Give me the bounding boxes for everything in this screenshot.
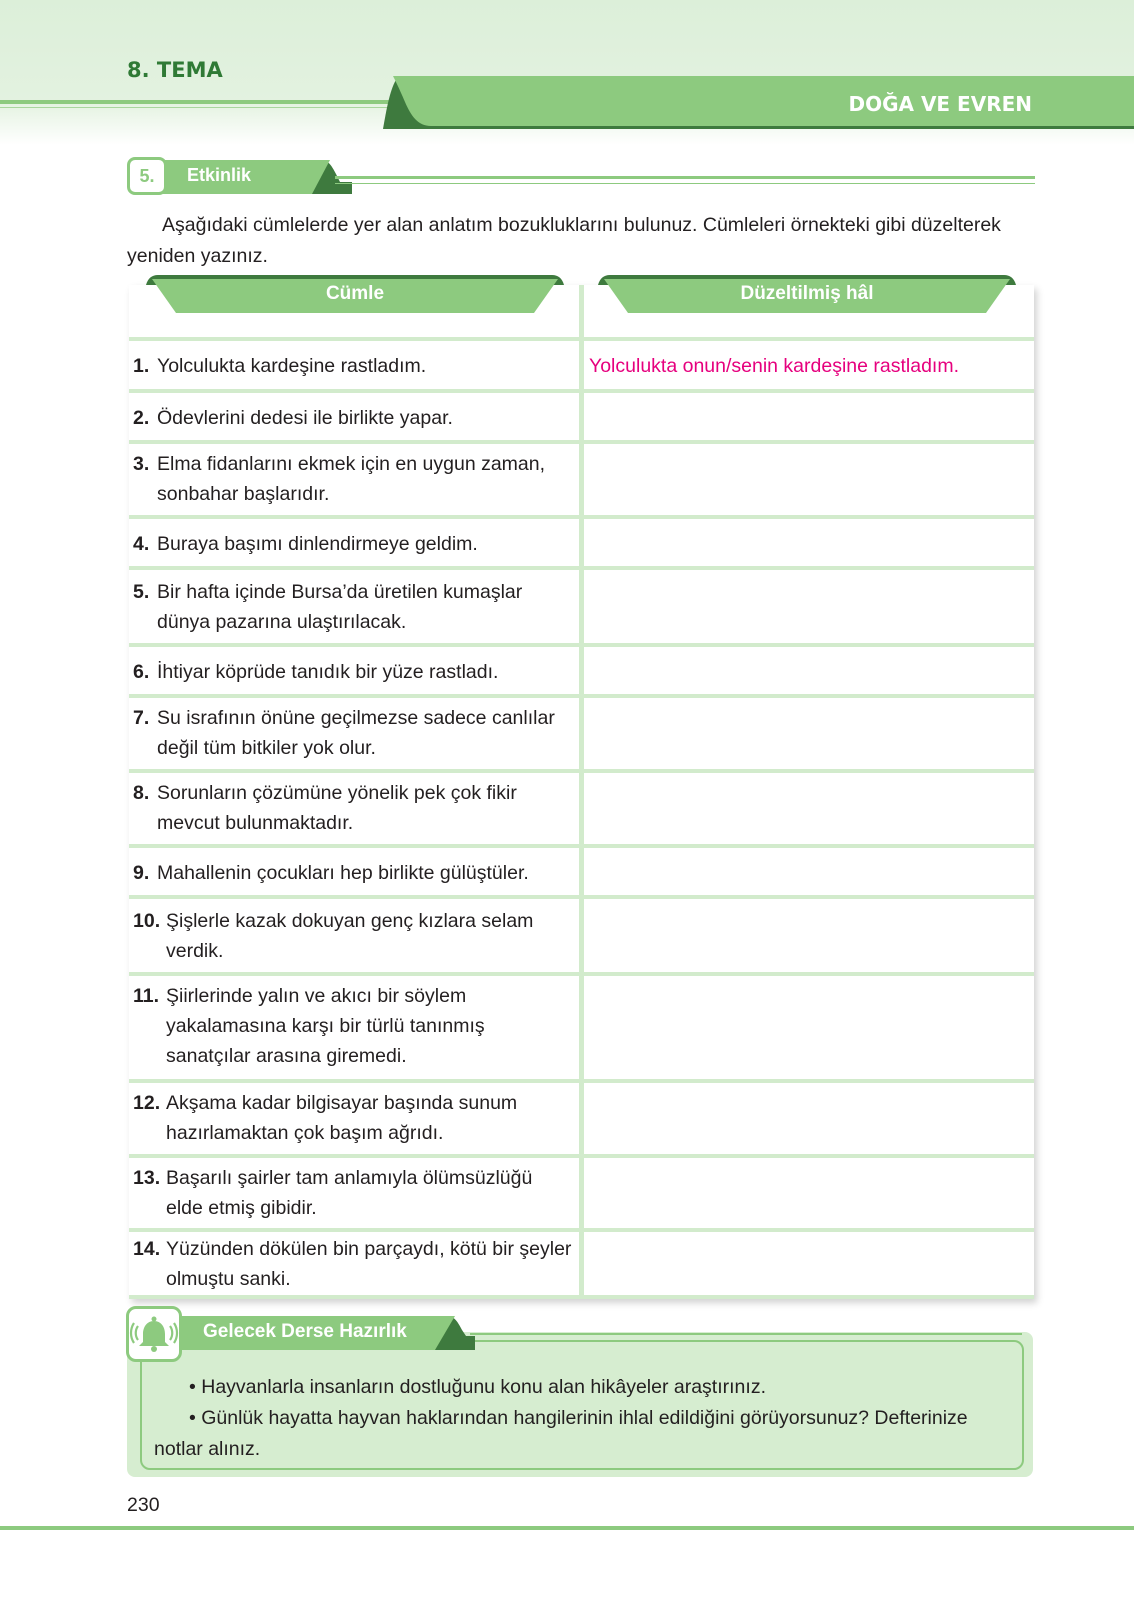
sentence-cell: [133, 570, 573, 637]
tema-label: 8. TEMA: [127, 58, 223, 82]
sentence-text: Buraya başımı dinlendirmeye geldim.: [157, 533, 478, 555]
activity-rule-thin: [335, 183, 1035, 184]
footer-rule: [0, 1526, 1134, 1530]
sentence-text: Akşama kadar bilgisayar başında sunum hazırlamaktan çok başım ağrıdı.: [166, 1092, 518, 1144]
table-row: [129, 515, 1034, 566]
row-number: 14.: [133, 1238, 161, 1260]
sentence-cell: [133, 1232, 573, 1294]
row-number: 4.: [133, 533, 150, 555]
row-number: 8.: [133, 782, 150, 804]
table-row: [129, 844, 1034, 895]
corrected-cell[interactable]: [589, 1232, 1029, 1242]
table-row: [129, 1228, 1034, 1295]
corrected-cell[interactable]: [589, 647, 1029, 657]
sentence-text: Yolculukta kardeşine rastladım.: [157, 355, 427, 377]
row-number: 6.: [133, 661, 150, 683]
tema-underline-thin: [0, 107, 390, 108]
table-row: [129, 895, 1034, 972]
sentence-text: Başarılı şairler tam anlamıyla ölümsüzlüğü elde etmiş gibidir.: [166, 1167, 533, 1219]
next-lesson-item: • Günlük hayatta hayvan haklarından hangilerinin ihlal edildiğini görüyorsunuz? Defterinize notlar alınız.: [154, 1407, 968, 1460]
row-number: 11.: [133, 985, 160, 1007]
corrected-cell[interactable]: [589, 976, 1029, 986]
table-row: [129, 1154, 1034, 1228]
table-row: [129, 694, 1034, 769]
sentence-cell: [133, 773, 573, 838]
corrected-cell[interactable]: [589, 899, 1029, 909]
corrected-cell[interactable]: [589, 1083, 1029, 1093]
table-row: [129, 440, 1034, 515]
column-header-right-label: Düzeltilmiş hâl: [740, 283, 874, 304]
corrected-cell[interactable]: Yolculukta onun/senin kardeşine rastladım.: [589, 355, 960, 377]
row-number: 12.: [133, 1092, 161, 1114]
corrected-cell[interactable]: [589, 393, 1029, 403]
sentence-cell: [133, 519, 573, 559]
corrected-cell[interactable]: [589, 773, 1029, 783]
activity-rule: [335, 176, 1035, 179]
table-row: [129, 389, 1034, 440]
theme-title: DOĞA VE EVREN: [848, 92, 1032, 116]
corrected-cell[interactable]: [589, 698, 1029, 708]
sentence-text: Mahallenin çocukları hep birlikte gülüştüler.: [157, 862, 529, 884]
row-number: 10.: [133, 910, 161, 932]
next-lesson-items: [154, 1372, 1014, 1465]
bell-icon: [126, 1306, 182, 1362]
row-number: 13.: [133, 1167, 161, 1189]
sentence-cell: [133, 341, 573, 381]
sentence-cell: [133, 1083, 573, 1148]
row-number: 1.: [133, 355, 150, 377]
row-number: 3.: [133, 453, 150, 475]
sentence-text: Elma fidanlarını ekmek için en uygun zaman, sonbahar başlarıdır.: [157, 453, 546, 505]
activity-number: 5.: [127, 157, 167, 195]
corrected-cell[interactable]: [589, 519, 1029, 529]
table-row: [129, 337, 1034, 389]
table-row: [129, 1079, 1034, 1154]
sentence-cell: [133, 976, 573, 1071]
corrected-cell[interactable]: [589, 444, 1029, 454]
table-row: [129, 643, 1034, 694]
row-number: 9.: [133, 862, 150, 884]
activity-instruction: Aşağıdaki cümlelerde yer alan anlatım bozukluklarını bulunuz. Cümleleri örnekteki gibi düzelterek yeniden yazınız.: [127, 214, 1001, 267]
table-row: [129, 972, 1034, 1079]
sentence-cell: [133, 1158, 573, 1223]
sentence-cell: [133, 698, 573, 763]
sentence-text: Şiirlerinde yalın ve akıcı bir söylem yakalamasına karşı bir türlü tanınmış sanatçılar arasına giremedi.: [166, 985, 485, 1067]
sentence-cell: [133, 444, 573, 509]
tema-underline: [0, 100, 390, 104]
sentence-text: Su israfının önüne geçilmezse sadece canlılar değil tüm bitkiler yok olur.: [157, 707, 555, 759]
column-header-left-label: Cümle: [325, 283, 385, 304]
sentence-text: Yüzünden dökülen bin parçaydı, kötü bir şeyler olmuştu sanki.: [166, 1238, 572, 1290]
sentence-text: İhtiyar köprüde tanıdık bir yüze rastladı.: [157, 661, 499, 683]
sentence-cell: [133, 848, 573, 888]
next-lesson-item: • Hayvanlarla insanların dostluğunu konu alan hikâyeler araştırınız.: [189, 1376, 766, 1398]
sentence-text: Sorunların çözümüne yönelik pek çok fikir mevcut bulunmaktadır.: [157, 782, 517, 834]
page-number: 230: [127, 1494, 160, 1516]
activity-title: Etkinlik: [187, 165, 252, 185]
next-lesson-title: Gelecek Derse Hazırlık: [203, 1321, 407, 1342]
column-header-left: [146, 275, 564, 313]
row-number: 7.: [133, 707, 150, 729]
table-row: [129, 566, 1034, 643]
next-lesson-rule: [470, 1333, 1022, 1335]
sentence-text: Ödevlerini dedesi ile birlikte yapar.: [157, 407, 453, 429]
row-number: 2.: [133, 407, 150, 429]
sentence-text: Bir hafta içinde Bursa’da üretilen kumaşlar dünya pazarına ulaştırılacak.: [157, 581, 523, 633]
corrected-cell[interactable]: [589, 1158, 1029, 1168]
table-row: [129, 769, 1034, 844]
sentence-cell: [133, 647, 573, 687]
sentence-cell: [133, 393, 573, 433]
sentence-cell: [133, 899, 573, 966]
table-bottom-rule: [129, 1295, 1034, 1299]
sentence-text: Şişlerle kazak dokuyan genç kızlara selam verdik.: [166, 910, 534, 962]
row-number: 5.: [133, 581, 150, 603]
column-header-right: [598, 275, 1016, 313]
corrected-cell[interactable]: [589, 848, 1029, 858]
corrected-cell[interactable]: [589, 570, 1029, 580]
